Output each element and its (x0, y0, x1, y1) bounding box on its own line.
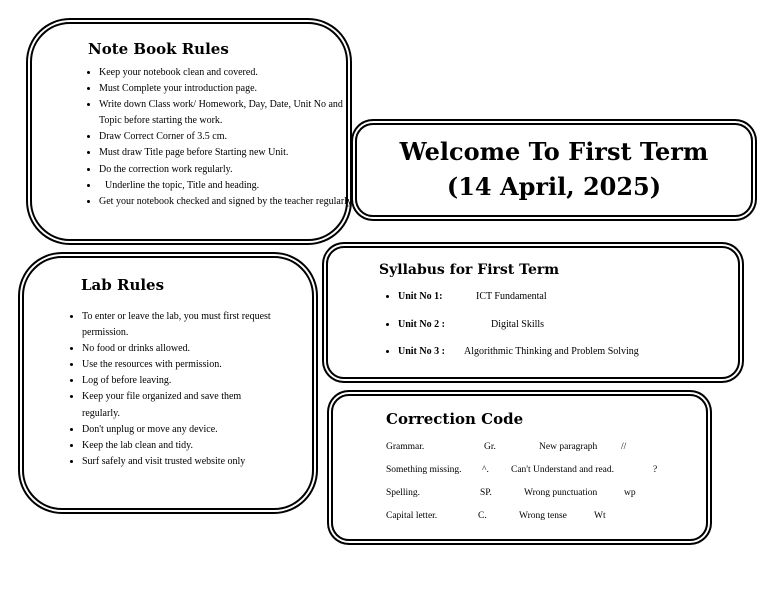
lab-rules-list (66, 309, 272, 470)
correction-item: Something missing. (386, 465, 462, 475)
list-item: • Log of before leaving. (82, 373, 272, 389)
list-item: • Keep your file organized and save them regularly. (82, 389, 272, 421)
list-item: • To enter or leave the lab, you must first request permission. (82, 309, 272, 341)
correction-item: New paragraph (539, 442, 598, 452)
list-item: • Get your notebook checked and signed by the teacher regularly. (99, 194, 359, 210)
notebook-rules-card (30, 22, 354, 241)
correction-code: C. (478, 511, 487, 521)
correction-code: Wt (594, 511, 606, 521)
syllabus-unit-item (398, 290, 639, 318)
list-item: • Surf safely and visit trusted website only (82, 454, 272, 470)
correction-item: Capital letter. (386, 511, 438, 521)
welcome-banner (355, 123, 753, 217)
unit-label: Unit No 2 : (398, 318, 445, 330)
list-item: • Write down Class work/ Homework, Day, Date, Unit No and Topic before starting the work. (99, 97, 359, 129)
list-item: • Don't unplug or move any device. (82, 422, 272, 438)
list-item: • Keep your notebook clean and covered. (99, 65, 359, 81)
welcome-heading: Welcome To First Term (399, 137, 709, 166)
correction-code: ^. (482, 465, 489, 475)
list-item: • Do the correction work regularly. (99, 162, 359, 178)
welcome-date: (14 April, 2025) (446, 172, 662, 201)
correction-item: Spelling. (386, 488, 421, 498)
list-item: • Draw Correct Corner of 3.5 cm. (99, 129, 359, 145)
syllabus-unit-item (398, 318, 639, 346)
correction-item: Wrong punctuation (524, 488, 598, 498)
correction-code: ? (653, 465, 658, 475)
unit-label: Unit No 3 : (398, 346, 445, 357)
correction-code: wp (624, 488, 636, 498)
list-item: • Underline the topic, Title and heading. (99, 178, 359, 194)
correction-code-title: Correction Code (386, 410, 524, 428)
syllabus-title: Syllabus for First Term (379, 262, 560, 278)
list-item: • Use the resources with permission. (82, 357, 272, 373)
syllabus-card (326, 246, 740, 379)
list-item: • Must draw Title page before Starting new Unit. (99, 145, 359, 161)
correction-code: Gr. (484, 442, 496, 452)
unit-label: Unit No 1: (398, 291, 443, 302)
notebook-rules-title: Note Book Rules (88, 40, 229, 58)
correction-code: SP. (480, 488, 492, 498)
unit-topic: Digital Skills (491, 318, 545, 330)
correction-item: Grammar. (386, 442, 425, 452)
lab-rules-title: Lab Rules (81, 276, 165, 294)
unit-topic: ICT Fundamental (476, 291, 547, 302)
syllabus-unit-list (384, 290, 639, 373)
syllabus-unit-item (398, 345, 639, 373)
list-item: • Keep the lab clean and tidy. (82, 438, 272, 454)
correction-code-card (331, 394, 708, 541)
list-item: • Must Complete your introduction page. (99, 81, 359, 97)
lab-rules-card (22, 256, 314, 510)
correction-item: Can't Understand and read. (511, 465, 615, 475)
notebook-rules-list (83, 65, 359, 210)
correction-code: // (621, 442, 627, 452)
correction-item: Wrong tense (519, 511, 567, 521)
list-item: • No food or drinks allowed. (82, 341, 272, 357)
unit-topic: Algorithmic Thinking and Problem Solving (464, 346, 639, 357)
